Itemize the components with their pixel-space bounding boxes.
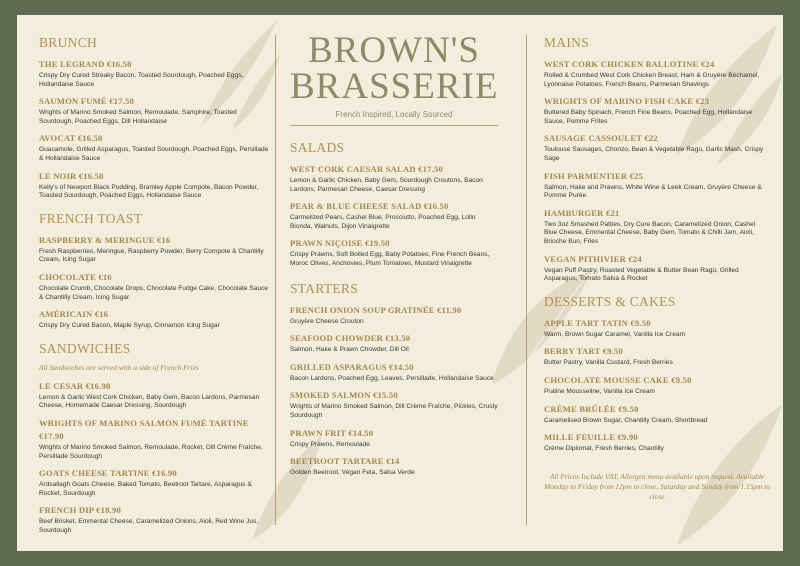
menu-item-desc: Caramelised Brown Sugar, Chantilly Cream, Shortbread — [544, 416, 708, 424]
menu-item-name: THE LEGRAND €16.50 — [39, 59, 132, 69]
menu-item-desc: Salmon, Hake & Prawn Chowder, Dill Oil — [290, 346, 409, 354]
menu-item-name: PRAWN NIÇOISE €19.50 — [290, 238, 390, 249]
menu-item-desc: Toulouse Sausages, Chorizo, Bean & Vegetable Ragù, Garlic Mash, Crispy Sage — [544, 146, 764, 162]
menu-item-name: BEETROOT TARTARE €14 — [290, 456, 400, 467]
footer-note: All Prices Include VAT, Allergen menu available upon request. Available Monday to Friday from 12pm to close, Saturday and Sunday from 1.15pm to close — [544, 471, 770, 501]
menu-item-desc: Kelly's of Newport Black Pudding, Bramley Apple Compote, Bacon Powder, Toasted Sourdough, Poached Eggs, Hollandaise Sauce — [39, 183, 259, 200]
menu-item-name: PEAR & BLUE CHEESE SALAD €16.50 — [290, 201, 449, 212]
menu-item-name: FRENCH ONION SOUP GRATINÉE €11.90 — [290, 304, 462, 315]
menu-item-name: BERRY TART €9.50 — [544, 346, 623, 357]
menu-item-desc: Warm, Brown Sugar Caramel, Vanilla Ice Cream — [544, 330, 686, 338]
salads-list — [290, 164, 498, 269]
section-title-salads: SALADS — [290, 140, 345, 155]
menu-item-desc: Wrights of Marino Smoked Salmon, Remoulade, Samphire, Toasted Sourdough, Poached Eggs, Dill Hollandaise — [39, 109, 237, 125]
menu-item-desc: Lemon & Garlic Chicken, Baby Gem, Sourdough Croutons, Bacon Lardons, Parmesan Cheese, Caesar Dressing — [290, 177, 483, 193]
menu-item-desc: Chocolate Crumb, Chocolate Drops, Chocolate Fudge Cake, Chocolate Sauce & Chantilly Cream, Icing Sugar — [39, 284, 269, 301]
menu-item-name: WEST CORK CHICKEN BALLOTINE €24 — [544, 59, 715, 69]
menu-item-desc: Ardsallagh Goats Cheese, Baked Tomato, Beetroot Tartare, Asparagus & Rocket, Sourdough — [39, 481, 252, 497]
menu-item-price: €17.90 — [39, 430, 64, 441]
menu-item-name: RASPBERRY & MERINGUE €16 — [39, 234, 171, 245]
brand-name-line2: BRASSERIE — [290, 66, 499, 107]
brand-name-line1: BROWN'S — [308, 30, 480, 71]
menu-item-desc: Rolled & Crumbed West Cork Chicken Breast, Ham & Gruyère Béchamel, Lyonnaise Potatoes, French Beans, Parmesan Shavings — [544, 72, 760, 88]
menu-item-name: FRENCH DIP €18.90 — [39, 505, 121, 516]
menu-sheet — [17, 15, 783, 551]
menu-item-name: SAUSAGE CASSOULET €22 — [544, 133, 658, 144]
menu-item-name: LE CESAR €16.90 — [39, 380, 111, 391]
menu-item-desc: Carmelized Pears, Cashel Blue, Prosciutto, Poached Egg, Lollo Bionda, Walnuts, Dijon Vinaigrette — [290, 214, 476, 230]
menu-item-desc: Crispy Prawns, Soft Boiled Egg, Baby Potatoes, Fine French Beans, Moroc Olives, Anchovies, Plum Tomatoes, Mustard Vinaigrette — [290, 251, 490, 267]
section-title-brunch: BRUNCH — [39, 35, 98, 50]
menu-item-desc: Praline Mousseline, Vanilla Ice Cream — [544, 387, 655, 395]
divider — [290, 125, 498, 126]
menu-item-name: MILLE FEUILLE €9.90 — [544, 432, 638, 443]
center-column — [290, 30, 499, 485]
starters-list — [290, 305, 498, 478]
menu-item-desc: Salmon, Hake and Prawns, White Wine & Leek Cream, Gruyère Cheese & Pomme Purée — [544, 183, 762, 200]
menu-item-desc: Wrights of Marino Smoked Salmon, Remoulade, Rocket, Dill Crème Fraîche, Persillade Sourdough — [39, 443, 263, 460]
brunch-list — [39, 59, 271, 201]
menu-item-desc: Lemon & Garlic West Cork Chicken, Baby Gem, Bacon Lardons, Parmesan Cheese, Homemade Caesar Dressing, Sourdough — [39, 393, 260, 410]
menu-item-desc: Crispy Dry Cured Streaky Bacon, Toasted Sourdough, Poached Eggs, Hollandaise Sauce — [39, 72, 244, 88]
section-title-french-toast: FRENCH TOAST — [39, 210, 143, 226]
menu-item-desc: Crispy Dry Cured Bacon, Maple Syrup, Cinnamon Icing Sugar — [39, 322, 220, 330]
menu-item-desc: Crispy Prawns, Remoulade — [290, 440, 370, 448]
menu-item-name: GRILLED ASPARAGUS €14.50 — [290, 361, 414, 372]
sandwiches-list — [39, 381, 271, 536]
section-title-sandwiches: SANDWICHES — [39, 340, 131, 356]
menu-item-desc: Two 3oz Smashed Patties, Dry Cure Bacon, Caramelized Onion, Cashel Blue Cheese, Emmental Cheese, Baby Gem, Tomato & Chilli Jam, Aioli, Brioche Bun, Fries — [544, 220, 756, 245]
mains-list — [544, 59, 770, 284]
section-title-desserts: DESSERTS & CAKES — [544, 293, 676, 309]
menu-item-name: AMÉRICAIN €16 — [39, 309, 109, 320]
menu-item-desc: Guacamole, Grilled Asparagus, Toasted Sourdough, Poached Eggs, Persillade & Hollandaise Sauce — [39, 146, 269, 162]
menu-item-name: WEST CORK CAESAR SALAD €17.50 — [290, 164, 443, 174]
menu-item-name: SEAFOOD CHOWDER €13.50 — [290, 333, 411, 344]
menu-item-name: CHOCOLATE €16 — [39, 271, 112, 282]
menu-item-desc: Beef Brisket, Emmental Cheese, Caramelized Onions, Aioli, Red Wine Jus, Sourdough — [39, 518, 259, 534]
section-title-mains: MAINS — [544, 35, 590, 50]
menu-item-name: CHOCOLATE MOUSSE CAKE €9.50 — [544, 374, 692, 385]
menu-item-desc: Gruyère Cheese Crouton — [290, 317, 364, 325]
menu-item-desc: Crème Diplomat, Fresh Berries, Chantilly — [544, 445, 664, 453]
menu-item-name: CRÈME BRÛLÉE €9.50 — [544, 403, 639, 414]
sandwiches-note: All Sandwiches are served with a side of French Fries — [39, 362, 199, 372]
menu-item-name: VEGAN PITHIVIER €24 — [544, 253, 642, 264]
menu-item-name: WRIGHTS OF MARINO FISH CAKE €23 — [544, 96, 710, 107]
brand-tagline: French Inspired, Locally Sourced — [335, 110, 453, 119]
desserts-list — [544, 318, 770, 454]
left-column — [39, 33, 271, 542]
menu-item-name: LE NOIR €16.50 — [39, 170, 104, 181]
menu-item-desc: Butter Pastry, Vanilla Custard, Fresh Berries — [544, 359, 673, 367]
menu-item-name: PRAWN FRIT €14.50 — [290, 427, 374, 438]
menu-item-name: APPLE TART TATIN €9.50 — [544, 317, 651, 328]
menu-item-desc: Wrights of Marino Smoked Salmon, Dill Crème Fraîche, Pickles, Crusty Sourdough — [290, 403, 498, 419]
menu-item-name: WRIGHTS OF MARINO SALMON FUMÉ TARTINE — [39, 417, 249, 428]
menu-item-name: HAMBURGER €21 — [544, 207, 620, 218]
french-toast-list — [39, 235, 271, 331]
right-column — [544, 33, 770, 502]
menu-item-name: SAUMON FUMÉ €17.50 — [39, 96, 135, 107]
menu-item-desc: Bacon Lardons, Poached Egg, Leaves, Persillade, Hollandaise Sauce — [290, 374, 494, 382]
menu-item-desc: Buttered Baby Spinach, French Fine Beans, Poached Egg, Hollandaise Sauce, Pomme Frites — [544, 109, 753, 125]
menu-item-desc: Fresh Raspberries, Meringue, Raspberry Powder, Berry Compote & Chantilly Cream, Icing Sugar — [39, 247, 264, 264]
menu-item-name: AVOCAT €16.50 — [39, 133, 103, 144]
menu-item-name: FISH PARMENTIER €25 — [544, 170, 644, 181]
menu-item-desc: Golden Beetroot, Vegan Feta, Salsa Verde — [290, 469, 415, 477]
column-divider — [526, 35, 527, 525]
menu-item-name: GOATS CHEESE TARTINE €16.90 — [39, 468, 177, 479]
section-title-starters: STARTERS — [290, 280, 359, 296]
menu-item-desc: Vegan Puff Pastry, Roasted Vegetable & Butter Bean Ragù, Grilled Asparagus, Tomato Salsa & Rocket — [544, 266, 739, 283]
column-divider — [275, 35, 276, 525]
menu-item-name: SMOKED SALMON €15.50 — [290, 390, 398, 401]
